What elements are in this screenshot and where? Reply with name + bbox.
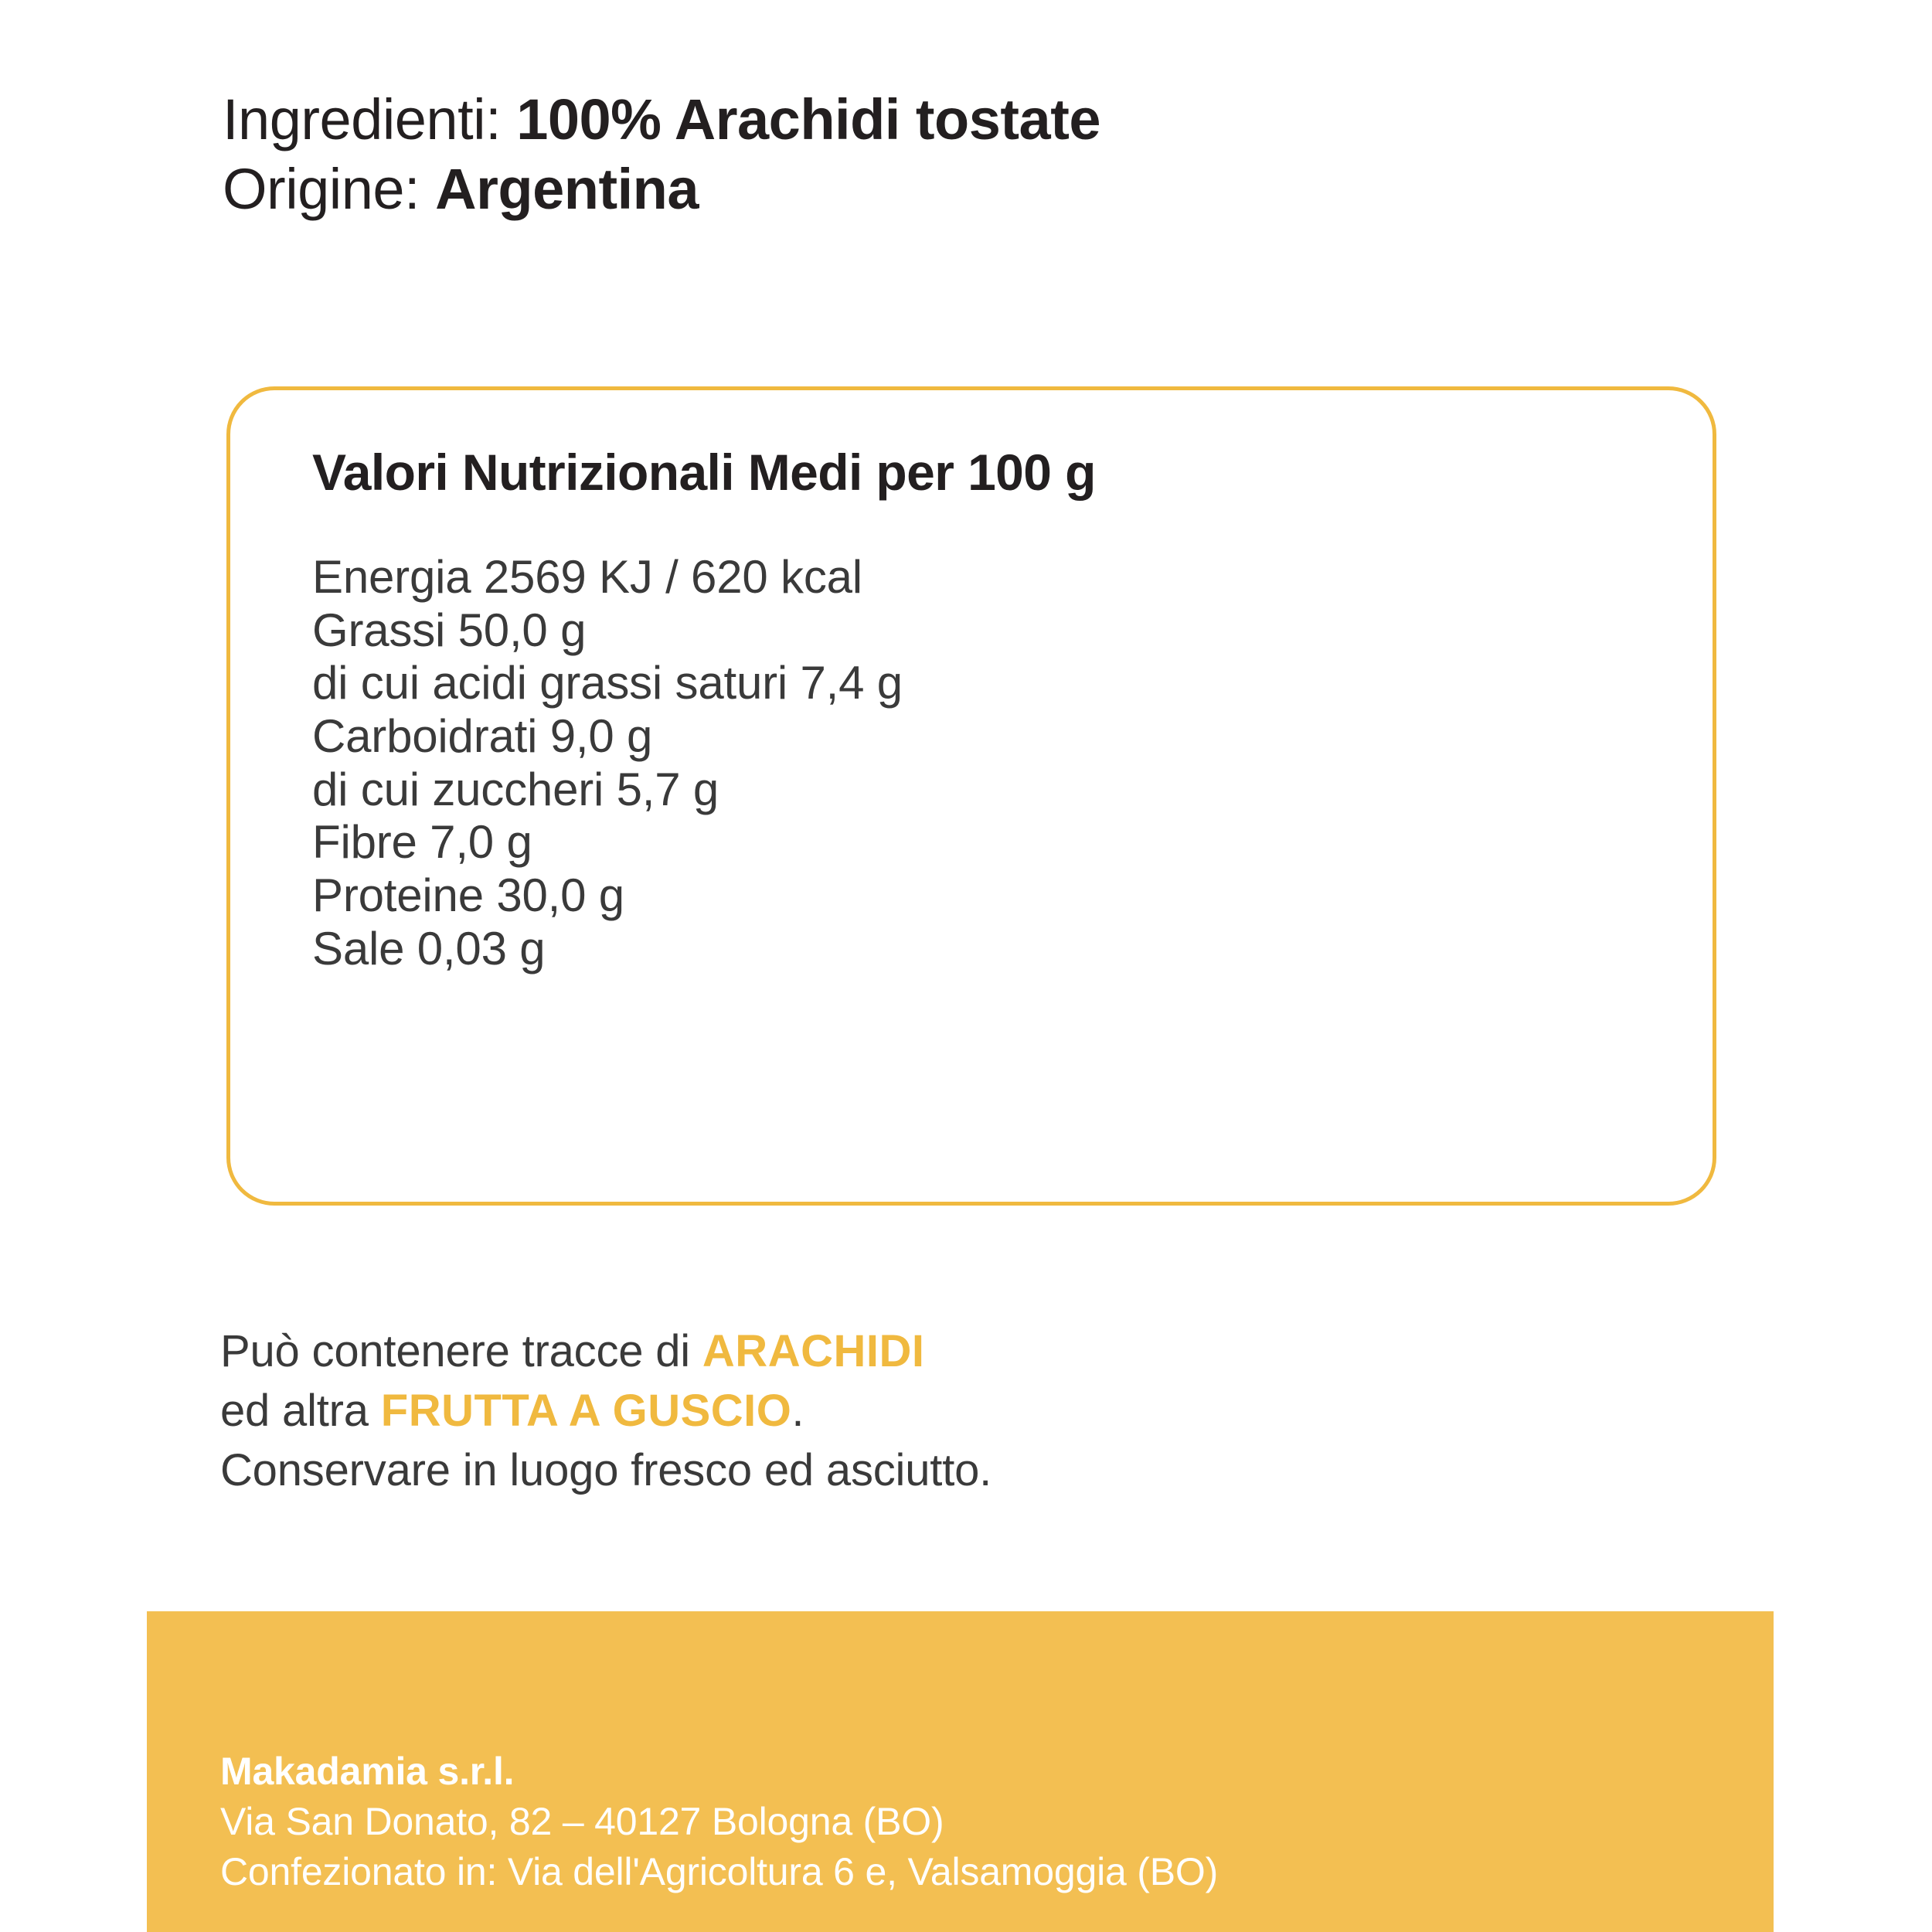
nutrition-row: Carboidrati 9,0 g xyxy=(312,710,653,763)
storage-line: Conservare in luogo fresco ed asciutto. xyxy=(220,1445,992,1496)
traces-mid: ed altra xyxy=(220,1386,381,1437)
allergen-peanuts: ARACHIDI xyxy=(702,1326,925,1376)
nutrition-row: Energia 2569 KJ / 620 kcal xyxy=(312,551,862,603)
packaging-location: Confezionato in: Via dell'Agricoltura 6 e, Valsamoggia (BO) xyxy=(220,1850,1219,1893)
traces-line-2 xyxy=(220,1381,1766,1440)
ingredients-label: Ingredienti: xyxy=(223,87,502,151)
nutrition-panel xyxy=(226,386,1716,1206)
origin-value: Argentina xyxy=(435,157,699,222)
nutrition-title: Valori Nutrizionali Medi per 100 g xyxy=(312,444,1096,501)
ingredients-value: 100% Arachidi tostate xyxy=(516,87,1101,151)
company-address: Via San Donato, 82 – 40127 Bologna (BO) xyxy=(220,1800,944,1843)
origin-label: Origine: xyxy=(223,157,420,222)
notes-block xyxy=(220,1321,1766,1500)
ingredients-block xyxy=(223,85,1753,225)
nutrition-row: Grassi 50,0 g xyxy=(312,604,587,656)
nutrition-row: di cui acidi grassi saturi 7,4 g xyxy=(312,657,903,709)
ingredients-line xyxy=(223,85,1753,155)
allergen-tree-nuts: FRUTTA A GUSCIO xyxy=(380,1386,792,1437)
nutrition-row: Proteine 30,0 g xyxy=(312,869,624,922)
traces-line-1 xyxy=(220,1321,1766,1381)
origin-line xyxy=(223,155,1753,224)
company-name: Makadamia s.r.l. xyxy=(220,1750,515,1793)
nutrition-list xyxy=(312,551,1626,976)
footer-content xyxy=(220,1747,1750,1897)
nutrition-row: di cui zuccheri 5,7 g xyxy=(312,763,719,815)
nutrition-row: Sale 0,03 g xyxy=(312,922,546,975)
traces-prefix: Può contenere tracce di xyxy=(220,1326,702,1376)
footer-band xyxy=(147,1611,1774,1932)
traces-suffix: . xyxy=(791,1386,804,1437)
nutrition-row: Fibre 7,0 g xyxy=(312,816,532,869)
